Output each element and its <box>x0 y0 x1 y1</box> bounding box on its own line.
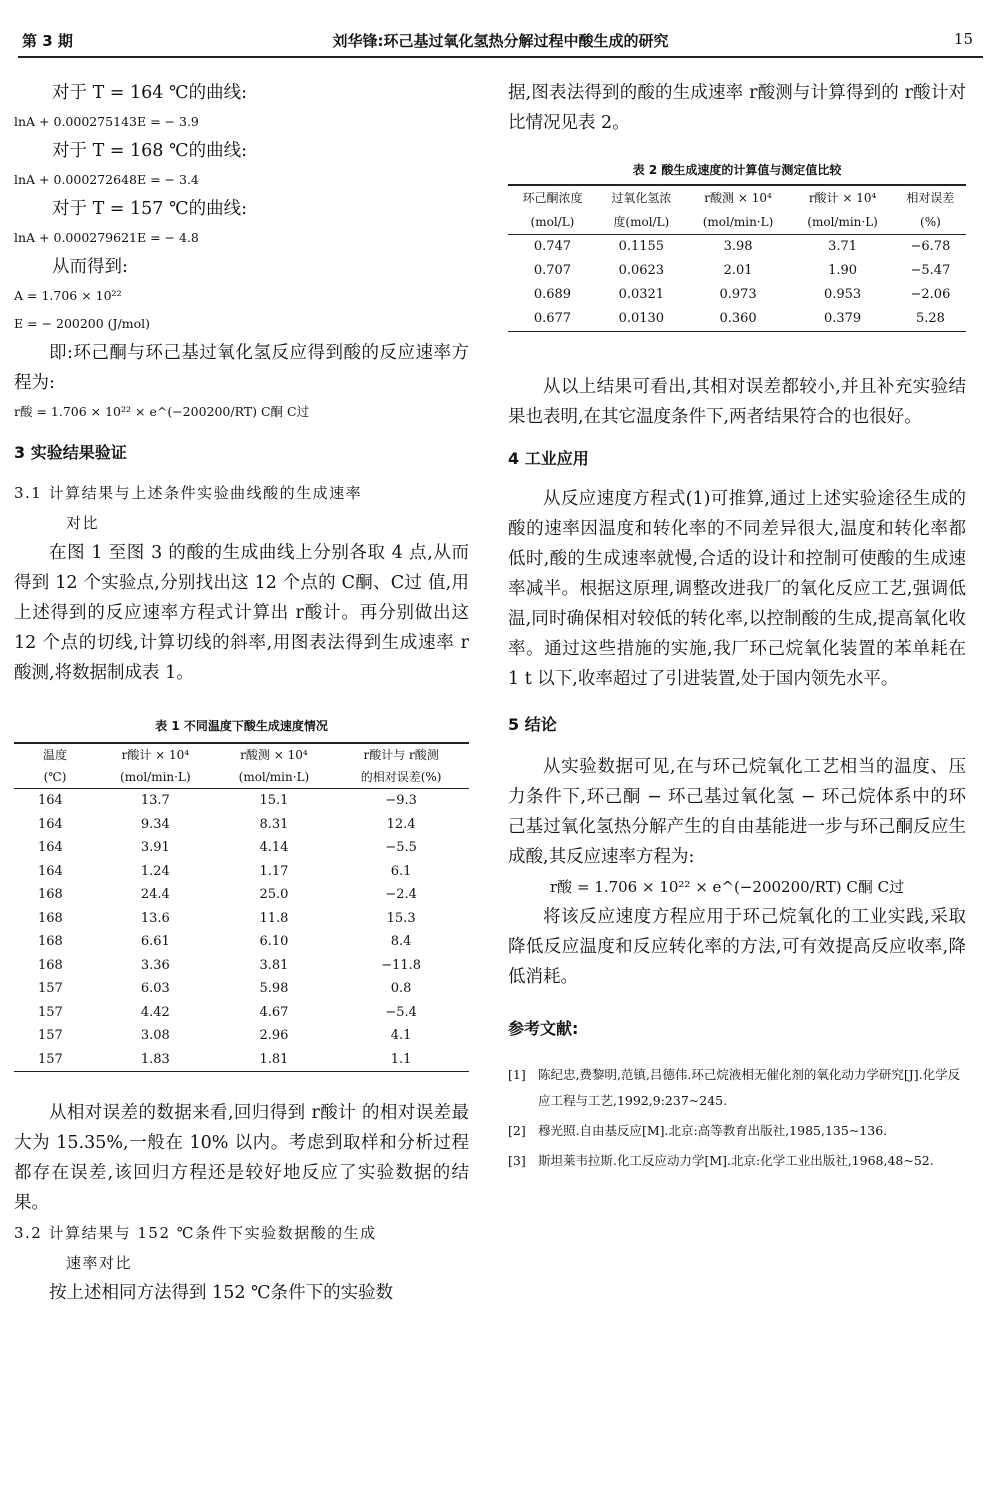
table-cell: 2.96 <box>259 1028 289 1043</box>
t1-sub-calc: (mol/min·L) <box>120 770 191 784</box>
value-E: E = − 200200 (J/mol) <box>14 316 151 331</box>
section-3-2-heading <box>14 1218 469 1278</box>
table-cell: −6.78 <box>910 239 951 254</box>
curve-168-equation: lnA + 0.000272648E = − 3.4 <box>14 172 199 187</box>
table-cell: 2.01 <box>723 263 753 278</box>
t1-header-calc: r酸计 × 10⁴ <box>121 748 190 762</box>
table-cell: 8.4 <box>390 934 412 949</box>
t2-sub-meas: (mol/min·L) <box>702 215 774 229</box>
paragraph-error: 从相对误差的数据来看,回归得到 r酸计 的相对误差最大为 15.35%,一般在 10% 以内。考虑到取样和分析过程都存在误差,该回归方程还是较好地反应了实验数据的结果。 <box>14 1103 469 1213</box>
curve-157-equation: lnA + 0.000279621E = − 4.8 <box>14 230 199 245</box>
t2-header-err: 相对误差 <box>906 191 955 205</box>
table-cell: 164 <box>38 840 63 855</box>
table-cell: −2.4 <box>385 887 417 902</box>
section-4-heading: 4 工业应用 <box>508 449 589 468</box>
t2-header-ketone: 环己酮浓度 <box>522 191 583 205</box>
table-cell: 3.98 <box>723 239 753 254</box>
left-column <box>14 78 469 1308</box>
paragraph-6: 将该反应速度方程应用于环己烷氧化的工业实践,采取降低反应温度和反应转化率的方法,可有效提高反应收率,降低消耗。 <box>508 907 966 987</box>
table-cell: 4.42 <box>140 1004 170 1020</box>
reference-text: 陈纪忠,费黎明,范镇,吕德伟.环己烷液相无催化剂的氧化动力学研究[J].化学反应工程与工艺,1992,9:237~245. <box>538 1067 961 1108</box>
paragraph-3-1: 在图 1 至图 3 的酸的生成曲线上分别各取 4 点,从而得到 12 个实验点,分别找出这 12 个点的 C酮、C过 值,用上述得到的反应速率方程式计算出 r酸计。再分别做出这 12 个点的切线,计算切线的斜率,用图表法得到生成速率 r酸测,将数据制成表 1。 <box>14 543 469 683</box>
table-cell: 3.91 <box>140 840 170 855</box>
table-1-body <box>14 789 469 1072</box>
table-cell: 1.24 <box>140 863 170 879</box>
table-cell: 13.7 <box>140 793 170 808</box>
section-3-2-continuation: 速率对比 <box>66 1254 133 1272</box>
table-1 <box>14 716 469 1072</box>
section-3-heading: 3 实验结果验证 <box>14 443 127 462</box>
table-cell: 1.83 <box>140 1051 170 1067</box>
table-row <box>14 1024 469 1048</box>
table-row <box>508 235 966 260</box>
reference-item <box>508 1062 966 1114</box>
table-cell: 1.17 <box>259 863 289 879</box>
t2-header-calc: r酸计 × 10⁴ <box>808 191 877 205</box>
references-list <box>508 1062 966 1174</box>
table-cell: 157 <box>38 1051 63 1067</box>
table-cell: 157 <box>38 1028 63 1043</box>
table-cell: 0.0130 <box>618 311 665 326</box>
page-number: 15 <box>953 30 973 48</box>
table-cell: 13.6 <box>140 910 170 926</box>
curve-157-label: 对于 T = 157 ℃的曲线: <box>52 199 247 219</box>
table-cell: 6.1 <box>390 863 412 879</box>
table-cell: 1.90 <box>828 263 858 278</box>
table-cell: 0.0623 <box>618 263 665 278</box>
rate-equation: r酸 = 1.706 × 10²² × e^(−200200/RT) C酮 C过 <box>14 404 310 419</box>
table-row <box>14 1048 469 1072</box>
table-cell: −5.47 <box>910 263 951 278</box>
table-row <box>14 1001 469 1025</box>
table-row <box>14 813 469 837</box>
issue-number: 第 3 期 <box>22 32 73 50</box>
table-cell: 3.71 <box>828 239 858 254</box>
table-cell: 6.61 <box>140 934 170 949</box>
table-cell: 1.81 <box>259 1051 289 1067</box>
right-column <box>508 78 966 1178</box>
table-cell: 0.747 <box>533 239 572 254</box>
table-2-body <box>508 235 966 332</box>
t1-sub-err: 的相对误差(%) <box>360 770 442 784</box>
paragraph-4: 从反应速度方程式(1)可推算,通过上述实验途径生成的酸的速率因温度和转化率的不同差异很大,温度和转化率都低时,酸的生成速率就慢,合适的设计和控制可使酸的生成速率减半。根据这原理,调整改进我厂的氧化反应工艺,强调低温,同时确保相对较低的转化率,以控制酸的生成,提高氧化收率。通过这些措施的实施,我厂环己烷氧化装置的苯单耗在 1 t 以下,收率超过了引进装置,处于国内领先水平。 <box>508 489 966 689</box>
table-row <box>508 259 966 283</box>
table-cell: 1.1 <box>390 1051 412 1067</box>
t1-sub-temp: (℃) <box>43 770 67 784</box>
table-cell: 0.689 <box>533 287 572 302</box>
table-cell: 4.1 <box>390 1028 412 1043</box>
rate-equation-2: r酸 = 1.706 × 10²² × e^(−200200/RT) C酮 C过 <box>550 878 905 896</box>
table-cell: 168 <box>38 957 63 973</box>
reference-item <box>508 1118 966 1144</box>
reference-text: 穆光照.自由基反应[M].北京:高等教育出版社,1985,135~136. <box>538 1123 888 1138</box>
table-cell: 6.10 <box>259 934 289 949</box>
reference-item <box>508 1148 966 1174</box>
table-row <box>508 307 966 332</box>
table-cell: 5.28 <box>915 311 945 326</box>
table-cell: −2.06 <box>910 287 951 302</box>
table-row <box>14 977 469 1001</box>
section-3-1-heading <box>14 478 469 538</box>
table-cell: 4.67 <box>259 1004 289 1020</box>
table-row <box>14 836 469 860</box>
running-title: 刘华锋:环己基过氧化氢热分解过程中酸生成的研究 <box>332 32 669 50</box>
t2-header-meas: r酸测 × 10⁴ <box>704 191 772 205</box>
t1-sub-meas: (mol/min·L) <box>238 770 310 784</box>
paragraph-table2-summary: 从以上结果可看出,其相对误差都较小,并且补充实验结果也表明,在其它温度条件下,两者结果符合的也很好。 <box>508 377 966 427</box>
table-cell: 0.953 <box>823 287 862 302</box>
table-cell: 3.36 <box>140 957 170 973</box>
table-cell: 0.8 <box>390 981 412 996</box>
rate-intro-text: 即:环己酮与环己基过氧化氢反应得到酸的反应速率方程为: <box>14 343 469 393</box>
table-cell: −11.8 <box>381 957 422 973</box>
thus-text: 从而得到: <box>52 257 128 277</box>
table-row <box>14 883 469 907</box>
reference-text: 斯坦莱韦拉斯.化工反应动力学[M].北京:化学工业出版社,1968,48~52. <box>538 1153 934 1168</box>
table-1-grid <box>14 742 469 1072</box>
table-cell: 168 <box>38 934 63 949</box>
section-5-heading: 5 结论 <box>508 715 557 734</box>
table-cell: −5.5 <box>385 840 417 855</box>
table-row <box>14 860 469 884</box>
table-row <box>14 954 469 978</box>
t2-sub-calc: (mol/min·L) <box>807 215 878 229</box>
table-1-caption: 表 1 不同温度下酸生成速度情况 <box>155 719 328 733</box>
table-cell: 8.31 <box>259 816 289 832</box>
table-cell: 24.4 <box>140 887 170 902</box>
curve-164-label: 对于 T = 164 ℃的曲线: <box>52 83 247 103</box>
table-2-caption: 表 2 酸生成速度的计算值与测定值比较 <box>632 163 842 177</box>
t1-header-meas: r酸测 × 10⁴ <box>240 748 308 762</box>
table-cell: 0.360 <box>719 311 757 326</box>
table-cell: 4.14 <box>259 840 289 855</box>
table-cell: 6.03 <box>140 981 170 996</box>
reference-number: [2] <box>508 1123 526 1138</box>
paragraph-3-2: 按上述相同方法得到 152 ℃条件下的实验数 <box>49 1283 394 1303</box>
section-3-1-title: 3.1 计算结果与上述条件实验曲线酸的生成速率 <box>14 484 363 502</box>
table-cell: −9.3 <box>385 793 417 808</box>
table-cell: 9.34 <box>140 816 170 832</box>
t1-header-temp: 温度 <box>43 748 68 762</box>
table-cell: 3.81 <box>259 957 289 973</box>
table-cell: 12.4 <box>386 816 416 832</box>
reference-number: [1] <box>508 1067 526 1082</box>
table-cell: 0.973 <box>719 287 757 302</box>
t1-header-err: r酸计与 r酸测 <box>363 748 439 762</box>
table-cell: 168 <box>38 910 63 926</box>
paragraph-continued: 据,图表法得到的酸的生成速率 r酸测与计算得到的 r酸计对比情况见表 2。 <box>508 83 966 133</box>
t2-sub-err: (%) <box>920 215 941 229</box>
table-cell: 164 <box>38 863 63 879</box>
table-cell: 0.1155 <box>618 239 665 254</box>
table-row <box>14 789 469 813</box>
table-2-grid <box>508 184 966 332</box>
value-A: A = 1.706 × 10²² <box>14 288 122 303</box>
table-cell: 0.677 <box>533 311 572 326</box>
table-cell: 11.8 <box>259 910 289 926</box>
table-cell: 0.707 <box>533 263 572 278</box>
table-cell: 168 <box>38 887 63 902</box>
table-2 <box>508 160 966 332</box>
table-cell: 3.08 <box>140 1028 170 1043</box>
curve-168-label: 对于 T = 168 ℃的曲线: <box>52 141 247 161</box>
curve-164-equation: lnA + 0.000275143E = − 3.9 <box>14 114 199 129</box>
table-cell: 5.98 <box>259 981 289 996</box>
table-cell: 164 <box>38 793 63 808</box>
section-3-2-title: 3.2 计算结果与 152 ℃条件下实验数据酸的生成 <box>14 1224 377 1242</box>
paragraph-5: 从实验数据可见,在与环己烷氧化工艺相当的温度、压力条件下,环己酮 − 环己基过氧化氢 − 环己烷体系中的环己基过氧化氢热分解产生的自由基能进一步与环己酮反应生成酸,其反应速率方程为: <box>508 757 966 867</box>
table-row <box>508 283 966 307</box>
reference-number: [3] <box>508 1153 526 1168</box>
t2-sub-peroxide: 度(mol/L) <box>613 215 670 229</box>
page-header <box>18 22 983 58</box>
t2-header-peroxide: 过氧化氢浓 <box>611 191 672 205</box>
t2-sub-ketone: (mol/L) <box>530 215 575 229</box>
table-cell: 157 <box>38 1004 63 1020</box>
table-cell: 157 <box>38 981 63 996</box>
table-cell: 0.379 <box>823 311 862 326</box>
table-cell: 25.0 <box>259 887 289 902</box>
table-row <box>14 907 469 931</box>
table-cell: 15.3 <box>386 910 416 926</box>
section-3-1-continuation: 对比 <box>66 514 100 532</box>
table-cell: −5.4 <box>385 1004 417 1020</box>
table-cell: 164 <box>38 816 63 832</box>
table-cell: 15.1 <box>259 793 289 808</box>
references-heading: 参考文献: <box>508 1019 579 1038</box>
table-cell: 0.0321 <box>618 287 665 302</box>
table-row <box>14 930 469 954</box>
